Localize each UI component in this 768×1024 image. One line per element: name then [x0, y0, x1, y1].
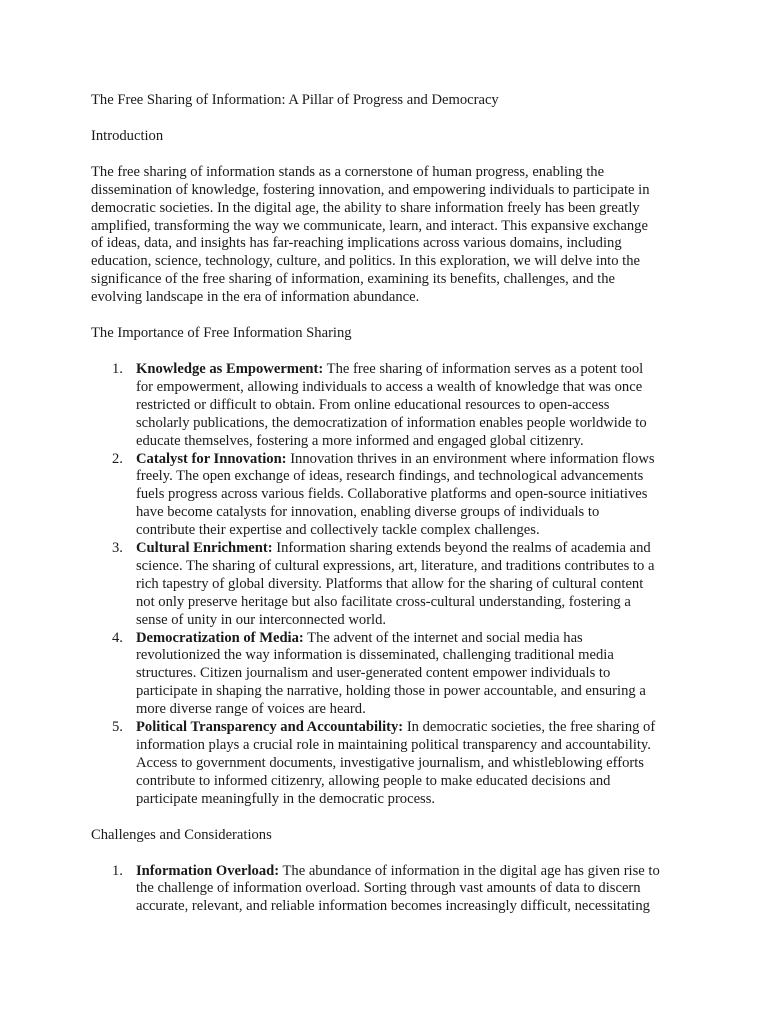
importance-list [91, 361, 691, 809]
list-item [91, 863, 691, 917]
list-term: Catalyst for Innovation: [136, 450, 287, 467]
list-item [91, 451, 691, 541]
text-line: revolutionized the way information is disseminated, challenging traditional media [136, 647, 614, 664]
text-line: Information sharing extends beyond the realms of academia and [272, 540, 651, 557]
section-heading-challenges: Challenges and Considerations [91, 826, 272, 843]
text-line: fuels progress across various fields. Collaborative platforms and open-source initiatives [136, 486, 648, 503]
list-term: Knowledge as Empowerment: [136, 360, 324, 377]
text-line: significance of the free sharing of information, examining its benefits, challenges, and the [91, 271, 615, 288]
introduction-paragraph [91, 164, 691, 307]
text-line: structures. Citizen journalism and user-generated content empower individuals to [136, 665, 611, 682]
text-line: rich tapestry of global diversity. Platforms that allow for the sharing of cultural content [136, 575, 644, 592]
text-line: more diverse range of voices are heard. [136, 701, 366, 718]
spacer [91, 845, 691, 863]
text-line: freely. The open exchange of ideas, research findings, and technological advancements [136, 468, 644, 485]
list-item [91, 540, 691, 630]
list-term: Information Overload: [136, 862, 280, 879]
document-title: The Free Sharing of Information: A Pillar of Progress and Democracy [91, 92, 499, 108]
document-page [91, 92, 691, 916]
text-line: science. The sharing of cultural expressions, art, literature, and traditions contributes to a [136, 557, 655, 574]
list-item [91, 719, 691, 809]
text-line: The free sharing of information serves as a potent tool [323, 360, 644, 377]
text-line: Access to government documents, investigative journalism, and whistleblowing efforts [136, 754, 644, 771]
spacer [91, 809, 691, 827]
list-term: Democratization of Media: [136, 629, 304, 646]
text-line: not only preserve heritage but also facilitate cross-cultural understanding, fostering a [136, 593, 631, 610]
text-line: evolving landscape in the era of information abundance. [91, 289, 420, 306]
spacer [91, 146, 691, 164]
list-number: 1. [112, 360, 123, 377]
list-number: 3. [112, 540, 123, 557]
text-line: have become catalysts for innovation, enabling diverse groups of individuals to [136, 504, 600, 521]
text-line: of ideas, data, and insights has far-reaching implications across various domains, including [91, 235, 622, 252]
text-line: scholarly publications, the democratization of information enables people worldwide to [136, 414, 647, 431]
list-number: 4. [112, 629, 123, 646]
text-line: the challenge of information overload. Sorting through vast amounts of data to discern [136, 880, 641, 897]
text-line: The free sharing of information stands as a cornerstone of human progress, enabling the [91, 163, 605, 180]
text-line: The abundance of information in the digital age has given rise to [279, 862, 660, 879]
list-term: Political Transparency and Accountability: [136, 719, 404, 736]
text-line: Innovation thrives in an environment where information flows [286, 450, 655, 467]
spacer [91, 110, 691, 128]
text-line: participate in shaping the narrative, holding those in power accountable, and ensuring a [136, 683, 646, 700]
text-line: information plays a crucial role in maintaining political transparency and accountability. [136, 737, 651, 753]
section-heading-introduction: Introduction [91, 127, 164, 144]
list-number: 5. [112, 719, 123, 736]
list-number: 2. [112, 450, 123, 467]
list-item [91, 630, 691, 720]
spacer [91, 343, 691, 361]
text-line: dissemination of knowledge, fostering innovation, and empowering individuals to participate in [91, 181, 650, 198]
list-item [91, 361, 691, 451]
text-line: democratic societies. In the digital age, the ability to share information freely has been greatly [91, 199, 640, 216]
text-line: amplified, transforming the way we communicate, learn, and interact. This expansive exchange [91, 217, 648, 234]
spacer [91, 307, 691, 325]
text-line: The advent of the internet and social media has [303, 629, 583, 646]
text-line: education, science, technology, culture, and politics. In this exploration, we will delve into the [91, 253, 641, 270]
list-term: Cultural Enrichment: [136, 540, 273, 557]
section-heading-importance: The Importance of Free Information Sharing [91, 325, 352, 342]
list-number: 1. [112, 862, 123, 879]
text-line: accurate, relevant, and reliable information becomes increasingly difficult, necessitating [136, 898, 650, 915]
text-line: restricted or difficult to obtain. From online educational resources to open-access [136, 396, 610, 413]
text-line: In democratic societies, the free sharing of [403, 719, 656, 736]
text-line: for empowerment, allowing individuals to access a wealth of knowledge that was once [136, 378, 643, 395]
text-line: contribute their expertise and collectively tackle complex challenges. [136, 522, 540, 539]
challenges-list [91, 863, 691, 917]
text-line: contribute to informed citizenry, allowing people to make educated decisions and [136, 772, 611, 789]
text-line: educate themselves, fostering a more informed and engaged global citizenry. [136, 432, 584, 449]
text-line: participate meaningfully in the democratic process. [136, 790, 436, 807]
text-line: sense of unity in our interconnected world. [136, 611, 387, 628]
